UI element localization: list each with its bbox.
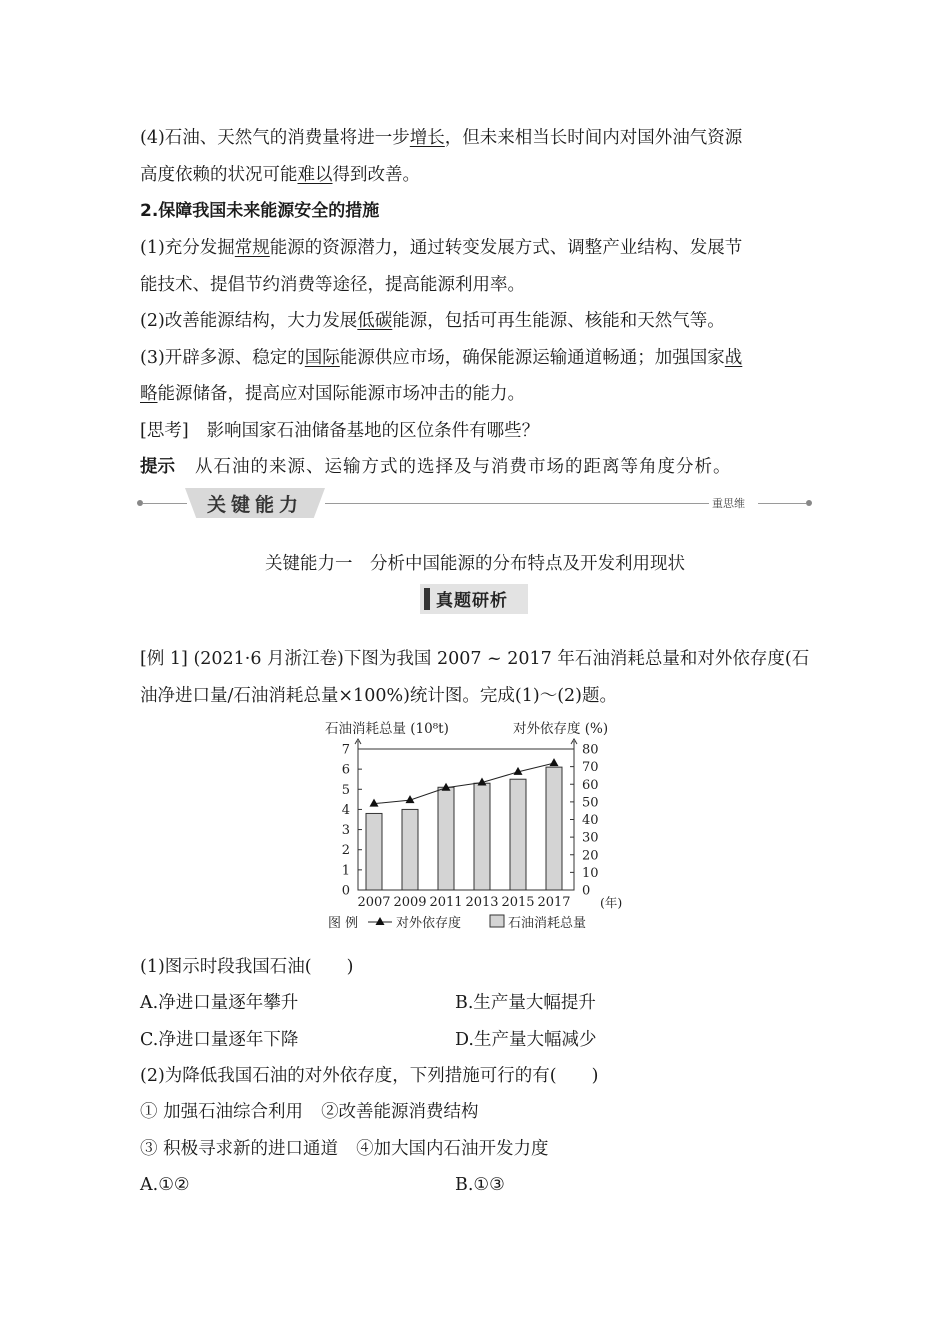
q1-option-b: B.生产量大幅提升 [455, 993, 596, 1013]
x-tick-label: 2013 [465, 895, 499, 910]
think-text: 影响国家石油储备基地的区位条件有哪些？ [206, 421, 540, 441]
underlined-answer: 低碳 [357, 311, 393, 331]
q2-items-line1 [140, 1100, 479, 1124]
banner-rule-left [143, 503, 187, 504]
hint-label: 提示 [140, 457, 175, 477]
subhead-title: 真题研析 [436, 591, 508, 611]
bar-consumption [438, 787, 454, 890]
right-tick-label: 30 [582, 830, 599, 846]
q1-option-c: C.净进口量逐年下降 [140, 1030, 299, 1050]
x-tick-label: 2011 [429, 895, 463, 910]
x-tick-label: 2009 [393, 895, 427, 910]
underlined-answer: 略 [140, 384, 158, 404]
left-tick-label: 4 [341, 802, 350, 818]
legend-triangle-swatch [376, 917, 385, 925]
text: 得到改善。 [332, 165, 420, 185]
legend-bar-label: 石油消耗总量 [508, 916, 587, 931]
legend-label: 图 例 [328, 916, 359, 931]
text: (1)充分发掘 [140, 238, 235, 258]
think-line [140, 419, 539, 443]
chart [300, 712, 640, 940]
text: (4)石油、天然气的消费量将进一步 [140, 128, 410, 148]
banner-dot-right [806, 500, 812, 506]
banner-rule-mid [325, 503, 709, 504]
x-tick-label: 2007 [357, 895, 391, 910]
left-tick-label: 3 [341, 823, 350, 839]
x-tick-label: 2015 [501, 895, 535, 910]
right-tick-label: 70 [582, 760, 599, 776]
example-line2: 油净进口量/石油消耗总量×100%)统计图。完成(1)～(2)题。 [140, 686, 617, 706]
text: ，但未来相当长时间内对国外油气资源 [444, 128, 743, 148]
hint-text: 从石油的来源、运输方式的选择及与消费市场的距离等角度分析。 [195, 457, 732, 477]
underlined-answer: 国际 [304, 348, 340, 368]
banner-right-label: 重思维 [712, 497, 745, 510]
left-tick-label: 1 [341, 863, 350, 879]
right-tick-label: 20 [582, 848, 599, 864]
bar-consumption [402, 809, 418, 890]
right-tick-label: 60 [582, 777, 599, 793]
text: (3)开辟多源、稳定的 [140, 348, 305, 368]
right-tick-label: 0 [582, 883, 591, 899]
bar-consumption [510, 779, 526, 890]
example-label: [例 1] [140, 649, 188, 669]
text: 高度依赖的状况可能 [140, 165, 298, 185]
dependency-line [374, 763, 554, 804]
banner-title: 关键能力 [206, 494, 303, 516]
measure-2 [140, 309, 725, 333]
legend-bar-swatch [490, 915, 504, 927]
left-tick-label: 6 [341, 762, 350, 778]
banner-rule-right [758, 503, 806, 504]
legend-line-label: 对外依存度 [396, 916, 462, 931]
text: 能源供应市场，确保能源运输通道畅通；加强国家 [339, 348, 725, 368]
measure-3-line2 [140, 382, 525, 406]
right-tick-label: 50 [582, 795, 599, 811]
bar-consumption [474, 783, 490, 890]
right-tick-label: 40 [582, 813, 599, 828]
underlined-answer: 战 [724, 348, 743, 368]
dependency-point [370, 799, 379, 807]
measure-1-line1 [140, 236, 742, 260]
section-title: 关键能力一 分析中国能源的分布特点及开发利用现状 [265, 554, 685, 574]
q2-item-1: ① 加强石油综合利用 [140, 1102, 304, 1122]
bar-consumption [366, 813, 382, 890]
right-tick-label: 10 [582, 865, 599, 881]
text: 能源的资源潜力，通过转变发展方式、调整产业结构、发展节 [269, 238, 743, 258]
subhead-bar [424, 588, 430, 610]
paragraph-4-line2 [140, 163, 420, 187]
q2-item-4: ④加大国内石油开发力度 [356, 1139, 549, 1159]
underlined-answer: 难以 [297, 165, 333, 185]
plot-frame [358, 749, 574, 890]
hint-line [140, 455, 732, 479]
q1-stem: (1)图示时段我国石油( ) [140, 957, 354, 977]
left-tick-label: 7 [341, 742, 350, 758]
paragraph-4-line1 [140, 126, 742, 150]
underlined-answer: 增长 [409, 128, 445, 148]
text: 能源，包括可再生能源、核能和天然气等。 [392, 311, 725, 331]
q1-option-d: D.生产量大幅减少 [455, 1030, 597, 1050]
left-tick-label: 5 [341, 782, 350, 798]
q2-items-line2 [140, 1137, 549, 1161]
q2-item-3: ③ 积极寻求新的进口通道 [140, 1139, 339, 1159]
q1-option-a: A.净进口量逐年攀升 [140, 993, 299, 1013]
q2-option-a: A.①② [140, 1175, 190, 1195]
measure-3-line1 [140, 346, 742, 370]
x-unit-label: (年) [600, 895, 623, 910]
measure-1-line2: 能技术、提倡节约消费等途径，提高能源利用率。 [140, 275, 525, 295]
q2-option-b: B.①③ [455, 1175, 505, 1195]
right-axis-label: 对外依存度 (%) [513, 721, 609, 737]
text: (2)改善能源结构，大力发展 [140, 311, 358, 331]
underlined-answer: 常规 [234, 238, 270, 258]
dependency-point [550, 758, 559, 766]
example-line1 [140, 647, 809, 671]
right-tick-label: 80 [582, 742, 599, 758]
left-tick-label: 2 [341, 843, 350, 859]
left-tick-label: 0 [341, 883, 350, 899]
left-axis-label: 石油消耗总量 (10⁸t) [325, 721, 449, 737]
think-label: [思考] [140, 421, 189, 441]
heading-measures: 2.保障我国未来能源安全的措施 [140, 201, 380, 221]
q2-stem: (2)为降低我国石油的对外依存度，下列措施可行的有( ) [140, 1066, 599, 1086]
q2-item-2: ②改善能源消费结构 [321, 1102, 479, 1122]
bar-consumption [546, 767, 562, 890]
text: 能源储备，提高应对国际能源市场冲击的能力。 [157, 384, 525, 404]
example-text: (2021·6 月浙江卷)下图为我国 2007 ~ 2017 年石油消耗总量和对外依存度(石 [193, 649, 810, 669]
x-tick-label: 2017 [537, 895, 571, 910]
